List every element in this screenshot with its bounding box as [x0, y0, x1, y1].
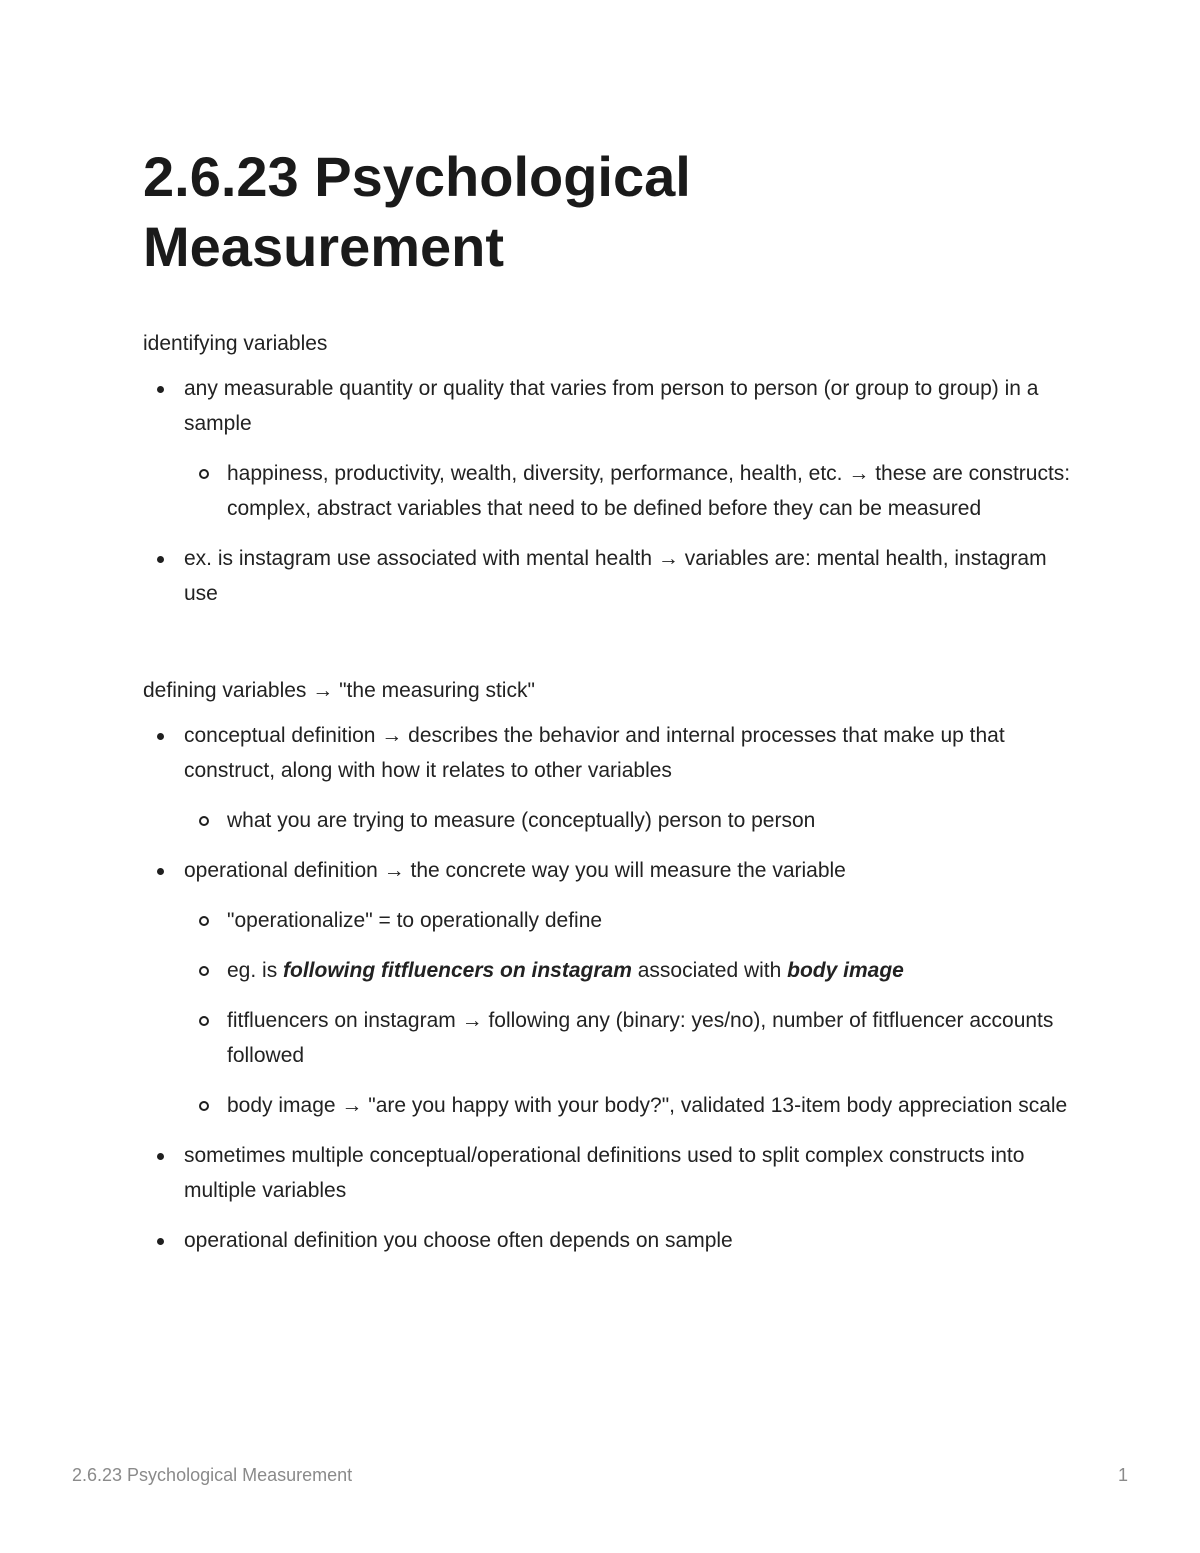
list-item-text: operational definition → the concrete way you will measure the variable: [184, 859, 846, 882]
list-item: [143, 371, 1073, 526]
example-middle: associated with: [631, 959, 788, 982]
list-item: [143, 853, 1073, 1123]
list-item: operational definition you choose often depends on sample: [143, 1223, 1073, 1258]
sub-list-item: happiness, productivity, wealth, diversity, performance, health, etc. → these are constructs: complex, abstract variables that need to be defined before they can be measured: [184, 456, 1073, 526]
sub-list-item: [184, 953, 1073, 988]
emphasis-text: following fitfluencers on instagram: [283, 959, 632, 982]
list-item: sometimes multiple conceptual/operational definitions used to split complex constructs into multiple variables: [143, 1138, 1073, 1208]
sub-bullet-list: [184, 903, 1073, 1123]
section-heading-identifying-variables: identifying variables: [143, 332, 328, 355]
sub-bullet-list: [184, 456, 1073, 526]
page-number: 1: [1117, 1465, 1128, 1485]
list-item-text: conceptual definition → describes the behavior and internal processes that make up that construct, along with how it relates to other variables: [184, 724, 1005, 782]
list-item: [143, 718, 1073, 838]
document-body: [143, 326, 1073, 1273]
footer-title: 2.6.23 Psychological Measurement: [72, 1465, 353, 1485]
sub-list-item: "operationalize" = to operationally define: [184, 903, 1073, 938]
list-item: ex. is instagram use associated with mental health → variables are: mental health, instagram use: [143, 541, 1073, 611]
list-item-text: any measurable quantity or quality that varies from person to person (or group to group) in a sample: [184, 377, 1039, 435]
bullet-list: [143, 718, 1073, 1258]
example-prefix: eg. is: [227, 959, 284, 982]
sub-list-item: what you are trying to measure (conceptually) person to person: [184, 803, 1073, 838]
emphasis-text: body image: [787, 959, 904, 982]
sub-list-item: fitfluencers on instagram → following any (binary: yes/no), number of fitfluencer accounts followed: [184, 1003, 1073, 1073]
page-title: 2.6.23 Psychological Measurement: [143, 145, 691, 278]
bullet-list: [143, 371, 1073, 611]
sub-bullet-list: [184, 803, 1073, 838]
sub-list-item: body image → "are you happy with your body?", validated 13-item body appreciation scale: [184, 1088, 1073, 1123]
section-heading-defining-variables: defining variables → "the measuring stick": [143, 679, 535, 702]
